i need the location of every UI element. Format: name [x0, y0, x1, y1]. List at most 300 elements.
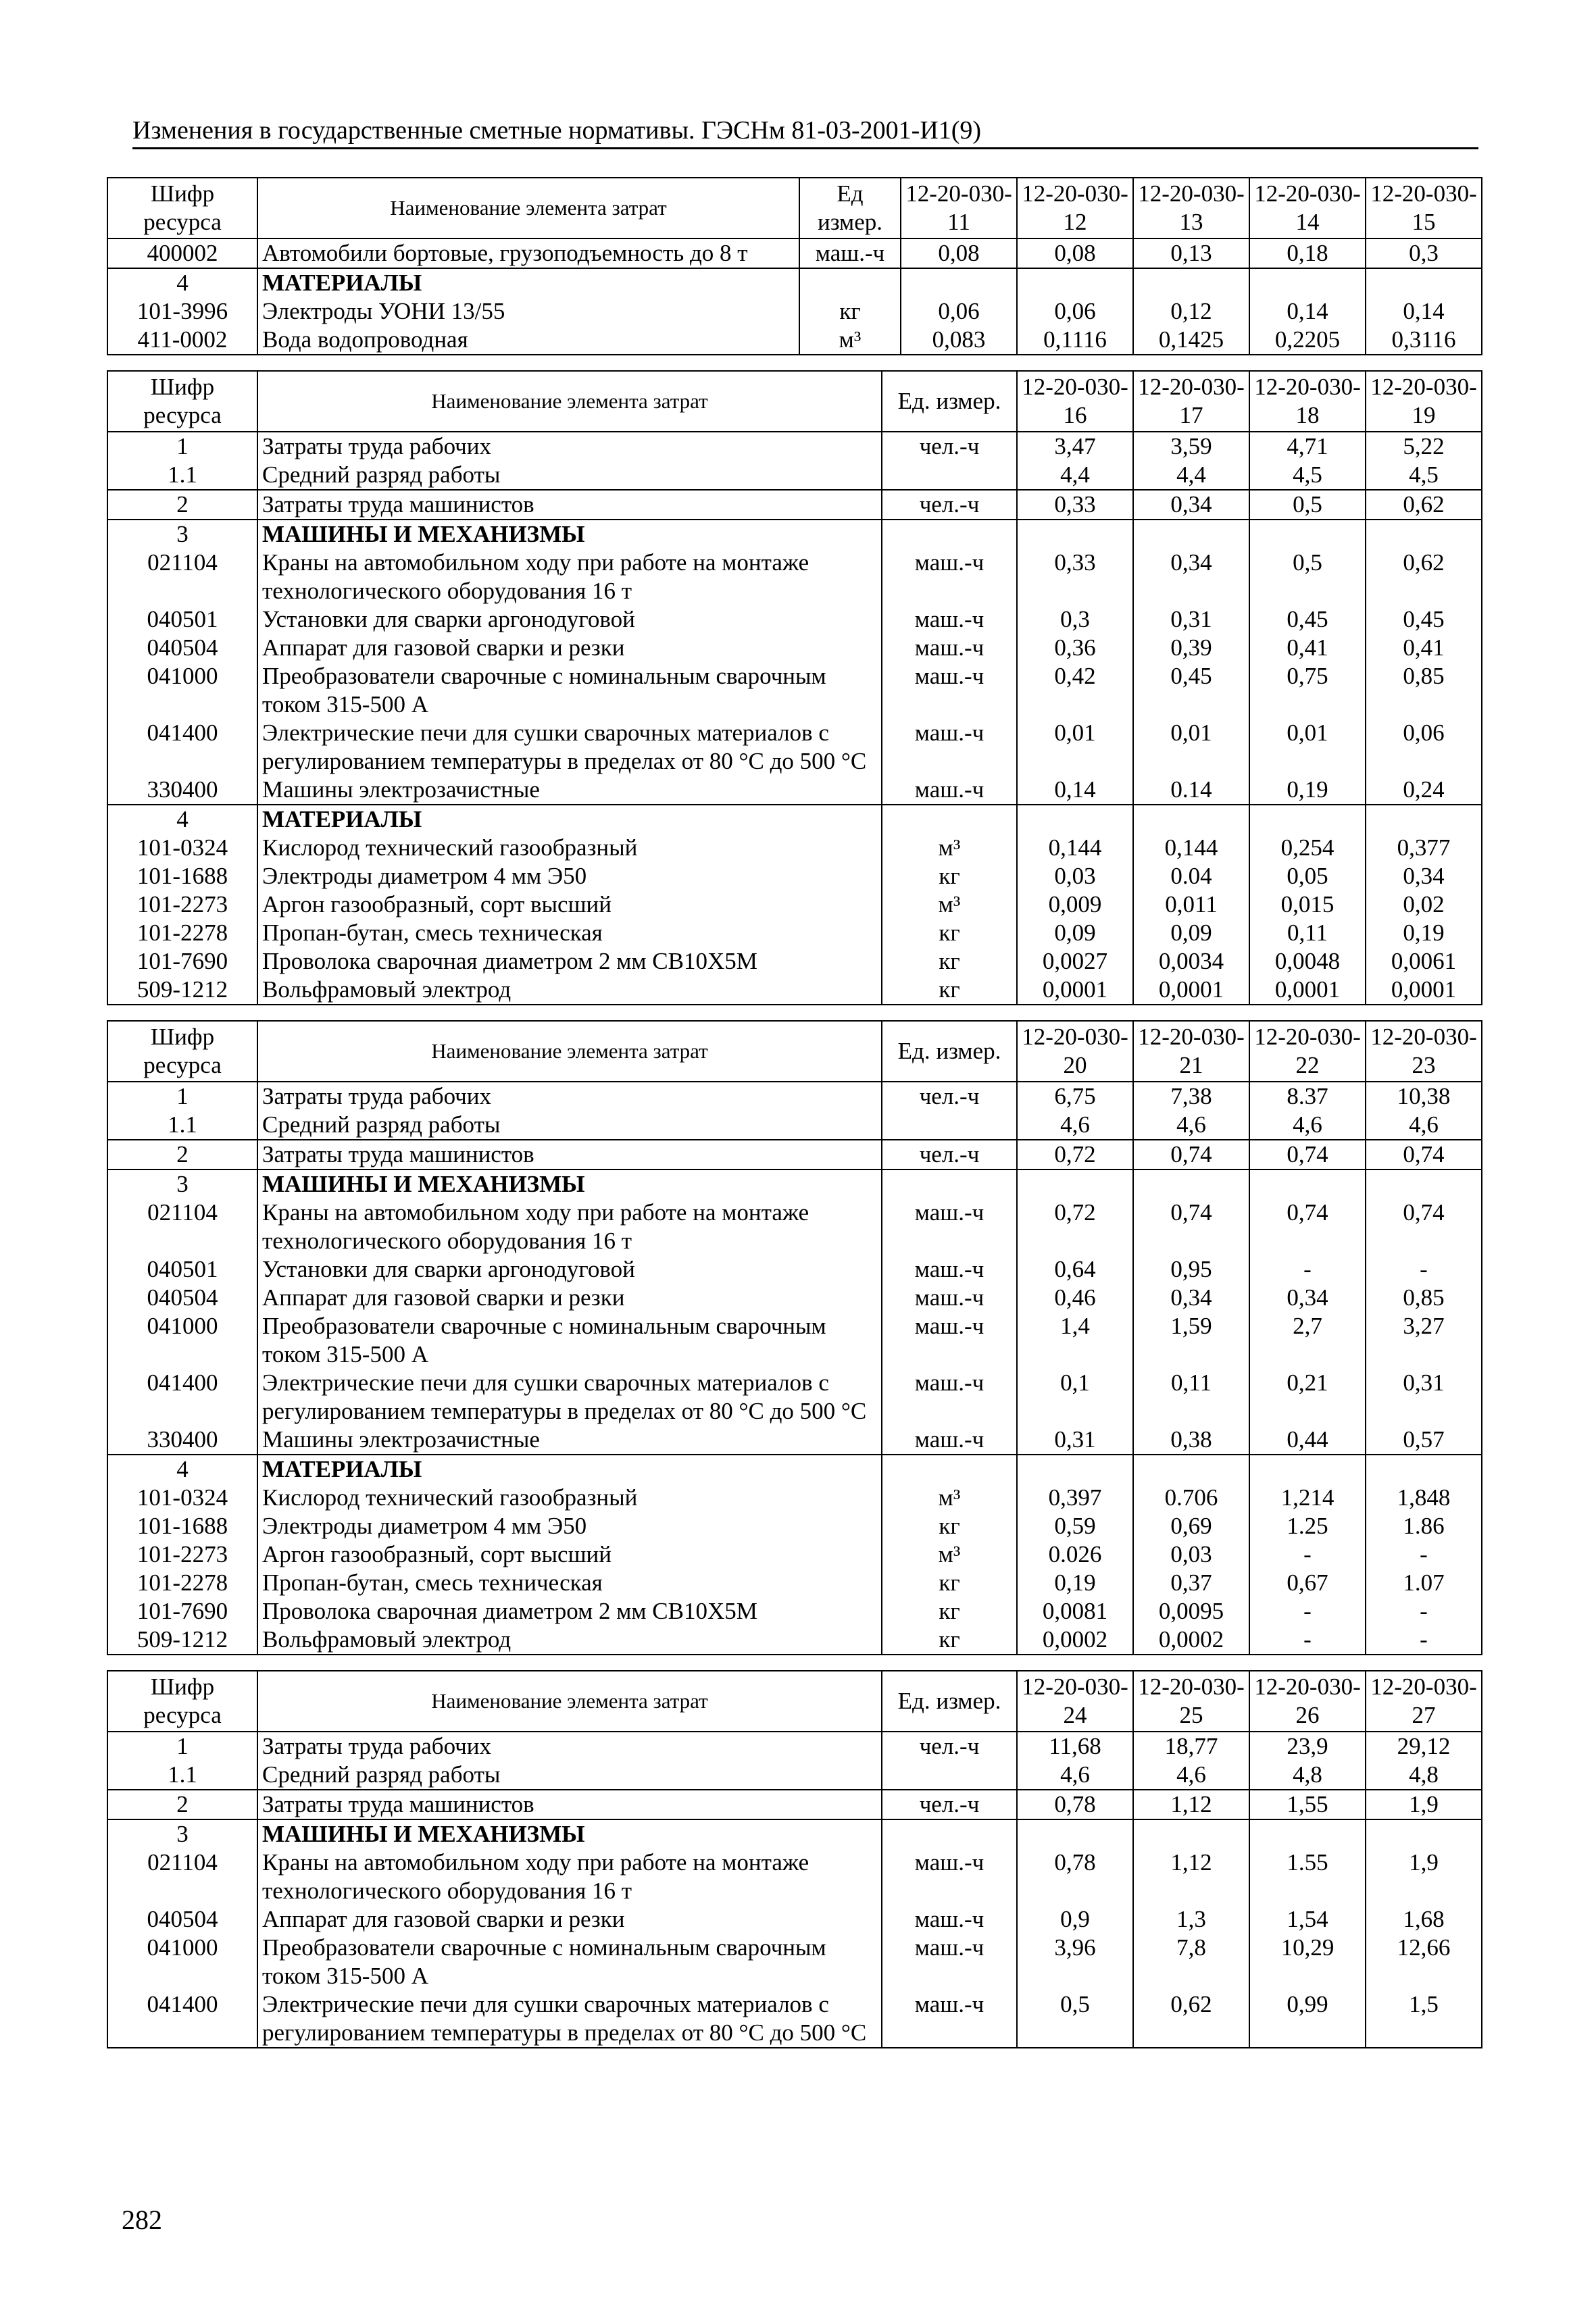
- unit-cell: маш.-ч: [882, 549, 1017, 605]
- resource-name: Проволока сварочная диаметром 2 мм СВ10Х5М: [257, 1597, 882, 1626]
- resource-code: 040501: [107, 1255, 257, 1284]
- resource-code: 101-7690: [107, 1597, 257, 1626]
- header-name: Наименование элемента затрат: [257, 371, 882, 432]
- resource-code: 330400: [107, 776, 257, 805]
- value-cell: [1133, 805, 1249, 834]
- value-cell: 10,29: [1249, 1934, 1366, 1990]
- resource-code: 509-1212: [107, 1626, 257, 1655]
- header-norm-code: 12-20-030-19: [1366, 371, 1482, 432]
- header-norm-code: 12-20-030-26: [1249, 1671, 1366, 1732]
- norm-table: [107, 1020, 1482, 1655]
- resource-code: 400002: [107, 238, 257, 268]
- value-cell: 0,3: [1366, 238, 1482, 268]
- value-cell: 0,33: [1017, 549, 1133, 605]
- resource-name: Вода водопроводная: [257, 326, 799, 355]
- resource-name: МАТЕРИАЛЫ: [257, 805, 882, 834]
- resource-code: 2: [107, 490, 257, 520]
- resource-code: 041400: [107, 719, 257, 776]
- value-cell: 0,0002: [1133, 1626, 1249, 1655]
- value-cell: 0,46: [1017, 1284, 1133, 1312]
- value-cell: -: [1249, 1540, 1366, 1569]
- value-cell: 1.25: [1249, 1512, 1366, 1540]
- resource-code: 041400: [107, 1990, 257, 2048]
- value-cell: 4,6: [1133, 1761, 1249, 1790]
- value-cell: 0,24: [1366, 776, 1482, 805]
- resource-name: Затраты труда рабочих: [257, 1082, 882, 1111]
- value-cell: -: [1249, 1255, 1366, 1284]
- header-norm-code: 12-20-030-24: [1017, 1671, 1133, 1732]
- value-cell: 4,6: [1366, 1111, 1482, 1140]
- resource-name: Пропан-бутан, смесь техническая: [257, 919, 882, 947]
- resource-name: Аргон газообразный, сорт высший: [257, 890, 882, 919]
- unit-cell: [882, 1111, 1017, 1140]
- table-row: [107, 1169, 1482, 1199]
- value-cell: 0,74: [1249, 1140, 1366, 1169]
- resource-code: 1: [107, 1732, 257, 1761]
- resource-code: 040504: [107, 634, 257, 662]
- unit-cell: [799, 268, 901, 297]
- header-title: Изменения в государственные сметные нормативы. ГЭСНм 81-03-2001-И1(9): [132, 116, 982, 145]
- value-cell: 0,0095: [1133, 1597, 1249, 1626]
- value-cell: 0,57: [1366, 1426, 1482, 1455]
- resource-name: Краны на автомобильном ходу при работе на монтаже технологического оборудования 16 т: [257, 1199, 882, 1255]
- value-cell: 0,0027: [1017, 947, 1133, 976]
- value-cell: 0,3: [1017, 605, 1133, 634]
- value-cell: [1366, 1819, 1482, 1848]
- table-row: [107, 1199, 1482, 1255]
- table-row: [107, 461, 1482, 490]
- resource-name: Электроды диаметром 4 мм Э50: [257, 1512, 882, 1540]
- unit-cell: кг: [882, 1512, 1017, 1540]
- value-cell: [1366, 1455, 1482, 1484]
- unit-cell: кг: [882, 919, 1017, 947]
- value-cell: 4,6: [1017, 1761, 1133, 1790]
- resource-code: 1: [107, 1082, 257, 1111]
- value-cell: 1.86: [1366, 1512, 1482, 1540]
- unit-cell: маш.-ч: [799, 238, 901, 268]
- value-cell: 0,72: [1017, 1140, 1133, 1169]
- value-cell: 1,5: [1366, 1990, 1482, 2048]
- resource-name: Автомобили бортовые, грузоподъемность до 8 т: [257, 238, 799, 268]
- value-cell: 0,59: [1017, 1512, 1133, 1540]
- value-cell: 0,75: [1249, 662, 1366, 719]
- value-cell: 0,015: [1249, 890, 1366, 919]
- value-cell: 0,397: [1017, 1484, 1133, 1512]
- value-cell: 0,41: [1249, 634, 1366, 662]
- resource-code: 041000: [107, 1934, 257, 1990]
- unit-cell: маш.-ч: [882, 1199, 1017, 1255]
- value-cell: 10,38: [1366, 1082, 1482, 1111]
- value-cell: 0,06: [1366, 719, 1482, 776]
- value-cell: 0,69: [1133, 1512, 1249, 1540]
- value-cell: 0,34: [1249, 1284, 1366, 1312]
- unit-cell: маш.-ч: [882, 1990, 1017, 2048]
- value-cell: 12,66: [1366, 1934, 1482, 1990]
- value-cell: 0,1425: [1133, 326, 1249, 355]
- resource-name: Электрические печи для сушки сварочных материалов с регулированием температуры в пределах от 80 °С до 500 °С: [257, 1369, 882, 1426]
- value-cell: 29,12: [1366, 1732, 1482, 1761]
- value-cell: 0,45: [1133, 662, 1249, 719]
- value-cell: 0,36: [1017, 634, 1133, 662]
- value-cell: 0,0048: [1249, 947, 1366, 976]
- value-cell: 0,78: [1017, 1790, 1133, 1819]
- unit-cell: кг: [882, 1626, 1017, 1655]
- table-header-row: [107, 1671, 1482, 1732]
- value-cell: 0,083: [901, 326, 1017, 355]
- table-row: [107, 1569, 1482, 1597]
- resource-code: 101-2278: [107, 919, 257, 947]
- resource-code: 3: [107, 1819, 257, 1848]
- unit-cell: маш.-ч: [882, 776, 1017, 805]
- resource-name: Краны на автомобильном ходу при работе на монтаже технологического оборудования 16 т: [257, 1848, 882, 1905]
- table-header-row: [107, 178, 1482, 238]
- value-cell: 0,02: [1366, 890, 1482, 919]
- table-row: [107, 1369, 1482, 1426]
- resource-name: Аппарат для газовой сварки и резки: [257, 634, 882, 662]
- value-cell: [901, 268, 1017, 297]
- unit-cell: чел.-ч: [882, 432, 1017, 461]
- resource-name: МАШИНЫ И МЕХАНИЗМЫ: [257, 520, 882, 549]
- value-cell: 0,5: [1249, 549, 1366, 605]
- resource-name: Средний разряд работы: [257, 1761, 882, 1790]
- table-row: [107, 297, 1482, 326]
- table-row: [107, 326, 1482, 355]
- value-cell: 7,8: [1133, 1934, 1249, 1990]
- resource-name: МАШИНЫ И МЕХАНИЗМЫ: [257, 1819, 882, 1848]
- header-norm-code: 12-20-030-14: [1249, 178, 1366, 238]
- resource-code: 2: [107, 1790, 257, 1819]
- value-cell: [1017, 268, 1133, 297]
- table-row: [107, 1905, 1482, 1934]
- value-cell: [1133, 1169, 1249, 1199]
- value-cell: 0,31: [1133, 605, 1249, 634]
- unit-cell: кг: [882, 1597, 1017, 1626]
- value-cell: -: [1366, 1626, 1482, 1655]
- value-cell: [1366, 805, 1482, 834]
- unit-cell: маш.-ч: [882, 1369, 1017, 1426]
- resource-code: 2: [107, 1140, 257, 1169]
- value-cell: 4,71: [1249, 432, 1366, 461]
- value-cell: [1133, 1819, 1249, 1848]
- value-cell: 0,5: [1017, 1990, 1133, 2048]
- resource-code: 101-7690: [107, 947, 257, 976]
- value-cell: 0,01: [1133, 719, 1249, 776]
- value-cell: 0,67: [1249, 1569, 1366, 1597]
- unit-cell: чел.-ч: [882, 1140, 1017, 1169]
- unit-cell: [882, 805, 1017, 834]
- value-cell: 0.706: [1133, 1484, 1249, 1512]
- unit-cell: м³: [882, 1484, 1017, 1512]
- table-row: [107, 662, 1482, 719]
- table-row: [107, 1512, 1482, 1540]
- unit-cell: маш.-ч: [882, 1426, 1017, 1455]
- value-cell: 0,0081: [1017, 1597, 1133, 1626]
- header-code: Шифр ресурса: [107, 178, 257, 238]
- table-row: [107, 634, 1482, 662]
- value-cell: 0,39: [1133, 634, 1249, 662]
- value-cell: -: [1366, 1540, 1482, 1569]
- resource-code: 041000: [107, 662, 257, 719]
- unit-cell: м³: [882, 834, 1017, 862]
- unit-cell: чел.-ч: [882, 1082, 1017, 1111]
- resource-name: Затраты труда машинистов: [257, 1790, 882, 1819]
- unit-cell: маш.-ч: [882, 1905, 1017, 1934]
- unit-cell: [882, 1819, 1017, 1848]
- value-cell: [1133, 1455, 1249, 1484]
- table-row: [107, 1455, 1482, 1484]
- resource-name: Электроды УОНИ 13/55: [257, 297, 799, 326]
- resource-name: Машины электрозачистные: [257, 1426, 882, 1455]
- unit-cell: кг: [882, 1569, 1017, 1597]
- value-cell: 0,19: [1017, 1569, 1133, 1597]
- header-name: Наименование элемента затрат: [257, 1671, 882, 1732]
- unit-cell: маш.-ч: [882, 634, 1017, 662]
- value-cell: 0,5: [1249, 490, 1366, 520]
- page-header: [132, 115, 1478, 149]
- value-cell: [1133, 268, 1249, 297]
- value-cell: [1366, 268, 1482, 297]
- value-cell: 0,01: [1249, 719, 1366, 776]
- value-cell: 11,68: [1017, 1732, 1133, 1761]
- table-row: [107, 1082, 1482, 1111]
- value-cell: 1,12: [1133, 1848, 1249, 1905]
- resource-name: Электрические печи для сушки сварочных материалов с регулированием температуры в пределах от 80 °С до 500 °С: [257, 1990, 882, 2048]
- value-cell: 0,144: [1133, 834, 1249, 862]
- value-cell: 0,19: [1366, 919, 1482, 947]
- value-cell: 0.14: [1133, 776, 1249, 805]
- value-cell: 1,9: [1366, 1790, 1482, 1819]
- value-cell: 0,19: [1249, 776, 1366, 805]
- header-unit: Ед. измер.: [882, 1021, 1017, 1082]
- value-cell: 0,3116: [1366, 326, 1482, 355]
- value-cell: 7,38: [1133, 1082, 1249, 1111]
- unit-cell: чел.-ч: [882, 490, 1017, 520]
- value-cell: 0,05: [1249, 862, 1366, 890]
- value-cell: 0,1: [1017, 1369, 1133, 1426]
- value-cell: 0,85: [1366, 1284, 1482, 1312]
- unit-cell: м³: [882, 890, 1017, 919]
- resource-name: Вольфрамовый электрод: [257, 976, 882, 1005]
- value-cell: 0,0001: [1366, 976, 1482, 1005]
- resource-name: Затраты труда машинистов: [257, 490, 882, 520]
- resource-name: Затраты труда рабочих: [257, 1732, 882, 1761]
- value-cell: 0,12: [1133, 297, 1249, 326]
- tables-container: [107, 177, 1481, 2048]
- table-row: [107, 238, 1482, 268]
- value-cell: 4,6: [1249, 1111, 1366, 1140]
- table-row: [107, 1426, 1482, 1455]
- resource-name: Пропан-бутан, смесь техническая: [257, 1569, 882, 1597]
- value-cell: [1017, 520, 1133, 549]
- resource-code: 1.1: [107, 461, 257, 490]
- value-cell: 0,99: [1249, 1990, 1366, 2048]
- header-unit: Ед. измер.: [882, 371, 1017, 432]
- unit-cell: м³: [882, 1540, 1017, 1569]
- value-cell: 0,11: [1133, 1369, 1249, 1426]
- value-cell: 0,01: [1017, 719, 1133, 776]
- unit-cell: маш.-ч: [882, 1284, 1017, 1312]
- value-cell: 8.37: [1249, 1082, 1366, 1111]
- unit-cell: кг: [882, 947, 1017, 976]
- header-norm-code: 12-20-030-22: [1249, 1021, 1366, 1082]
- unit-cell: кг: [799, 297, 901, 326]
- table-header-row: [107, 1021, 1482, 1082]
- value-cell: 0,74: [1133, 1140, 1249, 1169]
- value-cell: 4,6: [1133, 1111, 1249, 1140]
- unit-cell: [882, 520, 1017, 549]
- unit-cell: [882, 1455, 1017, 1484]
- value-cell: 18,77: [1133, 1732, 1249, 1761]
- table-row: [107, 520, 1482, 549]
- value-cell: 0,31: [1366, 1369, 1482, 1426]
- table-row: [107, 776, 1482, 805]
- value-cell: 4,5: [1249, 461, 1366, 490]
- value-cell: 4,4: [1133, 461, 1249, 490]
- value-cell: 1.55: [1249, 1848, 1366, 1905]
- value-cell: 0,85: [1366, 662, 1482, 719]
- resource-name: Кислород технический газообразный: [257, 1484, 882, 1512]
- value-cell: 0,09: [1133, 919, 1249, 947]
- resource-code: 3: [107, 520, 257, 549]
- value-cell: 0,72: [1017, 1199, 1133, 1255]
- resource-name: Аппарат для газовой сварки и резки: [257, 1284, 882, 1312]
- resource-code: 1.1: [107, 1761, 257, 1790]
- value-cell: 2,7: [1249, 1312, 1366, 1369]
- value-cell: 0,74: [1133, 1199, 1249, 1255]
- table-row: [107, 1284, 1482, 1312]
- value-cell: [1249, 520, 1366, 549]
- value-cell: 4,4: [1017, 461, 1133, 490]
- resource-code: 3: [107, 1169, 257, 1199]
- value-cell: 1,59: [1133, 1312, 1249, 1369]
- resource-name: МАТЕРИАЛЫ: [257, 1455, 882, 1484]
- header-norm-code: 12-20-030-15: [1366, 178, 1482, 238]
- unit-cell: [882, 461, 1017, 490]
- table-row: [107, 890, 1482, 919]
- table-row: [107, 1111, 1482, 1140]
- table-row: [107, 1540, 1482, 1569]
- value-cell: 0,011: [1133, 890, 1249, 919]
- unit-cell: м³: [799, 326, 901, 355]
- resource-code: 101-2273: [107, 1540, 257, 1569]
- unit-cell: маш.-ч: [882, 1848, 1017, 1905]
- value-cell: 0,0001: [1133, 976, 1249, 1005]
- resource-name: Кислород технический газообразный: [257, 834, 882, 862]
- value-cell: 0,74: [1366, 1199, 1482, 1255]
- resource-code: 509-1212: [107, 976, 257, 1005]
- value-cell: [1249, 1169, 1366, 1199]
- value-cell: 0,64: [1017, 1255, 1133, 1284]
- table-row: [107, 1626, 1482, 1655]
- value-cell: 0,45: [1249, 605, 1366, 634]
- resource-code: 1.1: [107, 1111, 257, 1140]
- unit-cell: маш.-ч: [882, 1255, 1017, 1284]
- value-cell: 3,59: [1133, 432, 1249, 461]
- value-cell: [1017, 1169, 1133, 1199]
- table-row: [107, 432, 1482, 461]
- table-row: [107, 1761, 1482, 1790]
- value-cell: 0,0001: [1017, 976, 1133, 1005]
- value-cell: 0.04: [1133, 862, 1249, 890]
- resource-code: 411-0002: [107, 326, 257, 355]
- value-cell: [1249, 1819, 1366, 1848]
- resource-code: 101-1688: [107, 1512, 257, 1540]
- header-norm-code: 12-20-030-23: [1366, 1021, 1482, 1082]
- header-norm-code: 12-20-030-21: [1133, 1021, 1249, 1082]
- resource-name: МАТЕРИАЛЫ: [257, 268, 799, 297]
- norm-table: [107, 370, 1482, 1005]
- value-cell: [1366, 1169, 1482, 1199]
- value-cell: -: [1366, 1597, 1482, 1626]
- value-cell: 5,22: [1366, 432, 1482, 461]
- resource-code: 040504: [107, 1905, 257, 1934]
- value-cell: 0,45: [1366, 605, 1482, 634]
- value-cell: 4,6: [1017, 1111, 1133, 1140]
- resource-name: Средний разряд работы: [257, 461, 882, 490]
- unit-cell: чел.-ч: [882, 1790, 1017, 1819]
- resource-name: Аппарат для газовой сварки и резки: [257, 1905, 882, 1934]
- header-norm-code: 12-20-030-13: [1133, 178, 1249, 238]
- resource-code: 101-0324: [107, 834, 257, 862]
- header-code: Шифр ресурса: [107, 1021, 257, 1082]
- resource-code: 101-2273: [107, 890, 257, 919]
- value-cell: [1133, 520, 1249, 549]
- value-cell: 3,96: [1017, 1934, 1133, 1990]
- value-cell: 0,38: [1133, 1426, 1249, 1455]
- value-cell: 4,8: [1366, 1761, 1482, 1790]
- value-cell: [1017, 805, 1133, 834]
- table-row: [107, 947, 1482, 976]
- resource-name: Затраты труда рабочих: [257, 432, 882, 461]
- value-cell: 0,0034: [1133, 947, 1249, 976]
- value-cell: 1,214: [1249, 1484, 1366, 1512]
- value-cell: 0,08: [1017, 238, 1133, 268]
- table-row: [107, 862, 1482, 890]
- resource-name: Аргон газообразный, сорт высший: [257, 1540, 882, 1569]
- header-unit: Ед измер.: [799, 178, 901, 238]
- value-cell: 0,34: [1133, 490, 1249, 520]
- value-cell: 23,9: [1249, 1732, 1366, 1761]
- value-cell: 0,254: [1249, 834, 1366, 862]
- value-cell: 0,13: [1133, 238, 1249, 268]
- value-cell: 0,0002: [1017, 1626, 1133, 1655]
- resource-name: Машины электрозачистные: [257, 776, 882, 805]
- value-cell: 0,03: [1017, 862, 1133, 890]
- header-norm-code: 12-20-030-12: [1017, 178, 1133, 238]
- header-norm-code: 12-20-030-16: [1017, 371, 1133, 432]
- value-cell: 0,009: [1017, 890, 1133, 919]
- unit-cell: [882, 1761, 1017, 1790]
- value-cell: 1,68: [1366, 1905, 1482, 1934]
- norm-table: [107, 1670, 1482, 2048]
- unit-cell: маш.-ч: [882, 605, 1017, 634]
- value-cell: 1,848: [1366, 1484, 1482, 1512]
- resource-name: Преобразователи сварочные с номинальным сварочным током 315-500 А: [257, 1312, 882, 1369]
- resource-code: 101-3996: [107, 297, 257, 326]
- resource-name: МАШИНЫ И МЕХАНИЗМЫ: [257, 1169, 882, 1199]
- value-cell: 3,47: [1017, 432, 1133, 461]
- table-row: [107, 1312, 1482, 1369]
- table-row: [107, 834, 1482, 862]
- value-cell: 0,62: [1133, 1990, 1249, 2048]
- value-cell: 0,144: [1017, 834, 1133, 862]
- value-cell: 0,14: [1249, 297, 1366, 326]
- unit-cell: маш.-ч: [882, 662, 1017, 719]
- resource-name: Вольфрамовый электрод: [257, 1626, 882, 1655]
- value-cell: [1249, 1455, 1366, 1484]
- value-cell: -: [1366, 1255, 1482, 1284]
- value-cell: 0,42: [1017, 662, 1133, 719]
